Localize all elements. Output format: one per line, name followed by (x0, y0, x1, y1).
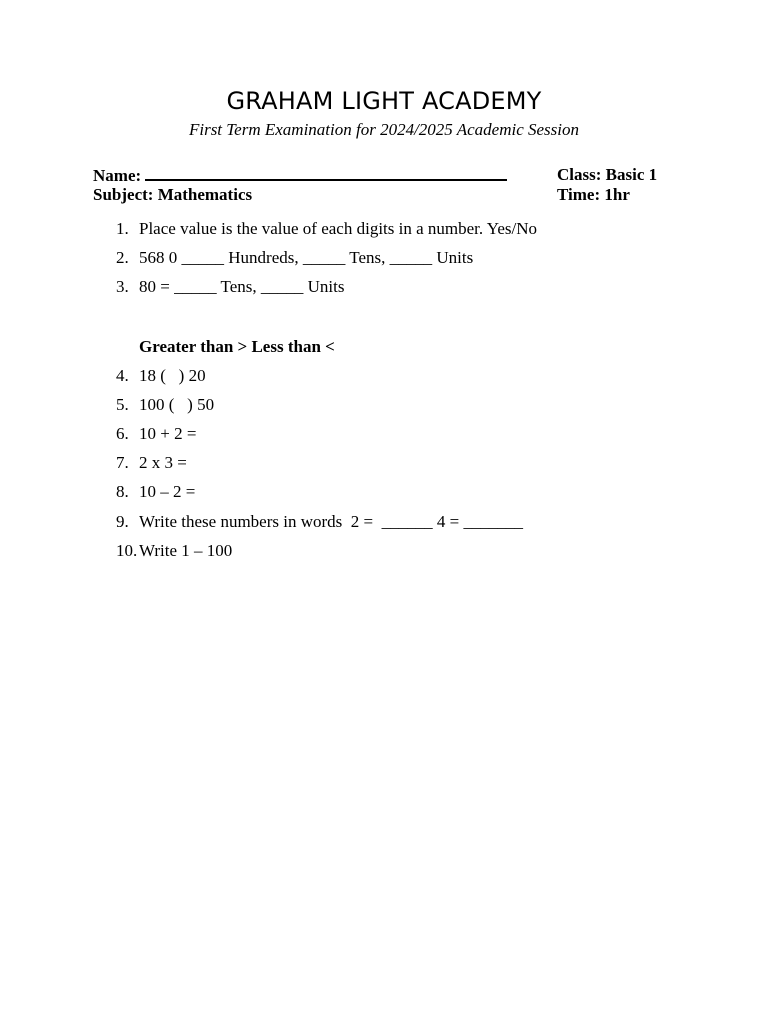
question-item (0, 540, 768, 562)
question-number: 6. (116, 424, 129, 443)
question-number: 3. (116, 277, 129, 296)
question-text: 80 = _____ Tens, _____ Units (139, 277, 345, 296)
school-name: GRAHAM LIGHT ACADEMY (226, 87, 542, 115)
section-heading: Greater than > Less than < (139, 337, 335, 356)
exam-title: First Term Examination for 2024/2025 Academic Session (188, 120, 580, 139)
question-text: Write these numbers in words 2 = ______ 4 = _______ (139, 512, 523, 531)
question-item (0, 452, 768, 474)
question-number: 1. (116, 219, 129, 238)
question-text: 100 ( ) 50 (139, 395, 215, 414)
question-item (0, 218, 768, 240)
question-number: 8. (116, 482, 129, 501)
question-text: 10 + 2 = (139, 424, 197, 443)
question-item (0, 481, 768, 503)
question-text: 568 0 _____ Hundreds, _____ Tens, _____ Units (139, 248, 474, 267)
question-text: 2 x 3 = (139, 453, 187, 472)
question-text: 18 ( ) 20 (139, 366, 206, 385)
question-text: 10 – 2 = (139, 482, 196, 501)
question-item (0, 394, 768, 416)
question-number: 9. (116, 512, 129, 531)
name-label: Name: (93, 166, 142, 185)
name-blank-line[interactable] (145, 165, 507, 181)
question-item (0, 423, 768, 445)
question-item (0, 276, 768, 298)
question-item (0, 247, 768, 269)
question-number: 7. (116, 453, 129, 472)
name-field-row (93, 165, 507, 186)
class-label: Class: Basic 1 (557, 165, 658, 184)
question-item (0, 365, 768, 387)
question-text: Place value is the value of each digits in a number. Yes/No (139, 219, 537, 238)
question-text: Write 1 – 100 (139, 541, 233, 560)
question-number: 2. (116, 248, 129, 267)
question-item (0, 511, 768, 533)
question-number: 4. (116, 366, 129, 385)
time-label: Time: 1hr (557, 185, 630, 204)
question-number: 10. (116, 541, 138, 560)
subject-label: Subject: Mathematics (93, 185, 253, 204)
question-number: 5. (116, 395, 129, 414)
